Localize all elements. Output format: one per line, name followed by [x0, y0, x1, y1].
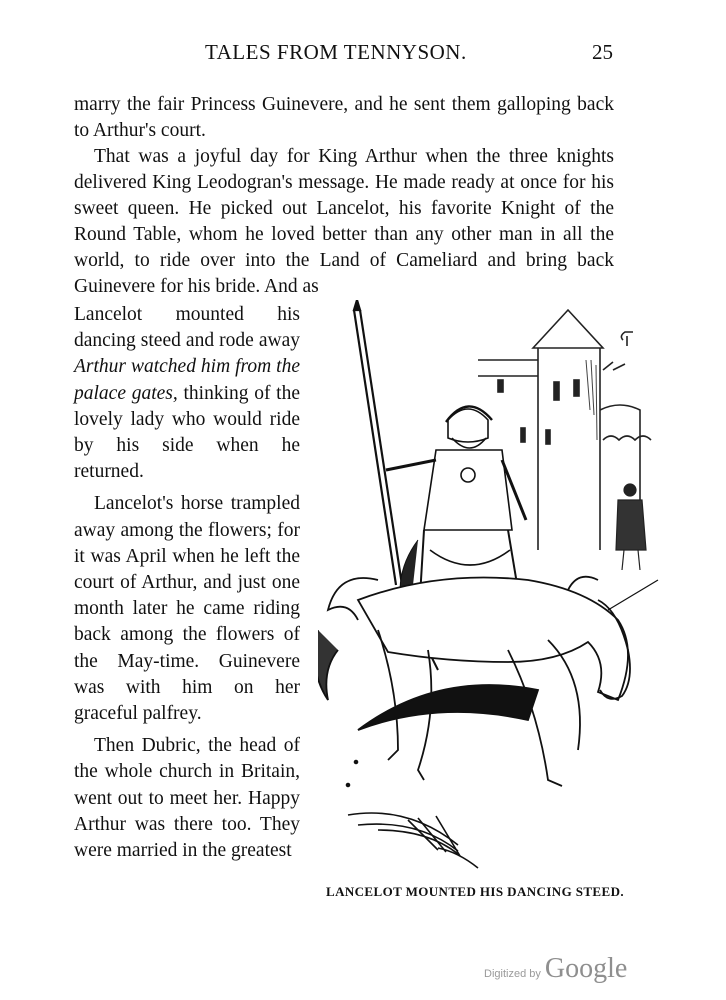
ground-scribbles: [347, 761, 479, 869]
paragraph-2: That was a joyful day for King Arthur when the three knights delivered King Leodogran's message. He made ready at once for his sweet queen. He picked out Lancelot, his favorite Knight of the Round Table, whom he loved better than any other man in all the world, to ride over into the Land of Cameliard and bring back Guinevere for his bride. And as: [74, 146, 614, 297]
narrow-column-text: [74, 302, 300, 870]
paragraph-2-italic: Arthur watched him from the palace gates,: [74, 356, 300, 404]
watermark-prefix: Digitized by: [484, 968, 541, 980]
paragraph-2-cont-b: thinking of the lovely lady who would ride by his side when he returned.: [74, 382, 301, 483]
paragraph-2-cont-a: Lancelot mounted his dancing steed and rode away: [74, 304, 300, 352]
page-number: 25: [592, 40, 613, 64]
page-header: [0, 40, 726, 70]
standing-figure: [616, 484, 646, 570]
paragraph-3: Lancelot's horse trampled away among the flowers; for it was April when he left the court of Arthur, and just one month later he came riding back among the flowers of the May-time. Guinevere was with him on her graceful palfrey.: [74, 493, 300, 725]
paragraph-4: Then Dubric, the head of the whole church in Britain, went out to meet her. Happy Arthur was there too. They were married in the greatest: [74, 735, 300, 862]
paragraph-1: marry the fair Princess Guinevere, and he sent them galloping back to Arthur's court.: [74, 94, 614, 141]
lancelot-illustration: [318, 300, 668, 880]
lance: [354, 300, 402, 585]
horse: [318, 577, 658, 786]
full-width-text: [74, 92, 614, 300]
google-logo: Google: [544, 953, 628, 984]
illustration-caption: LANCELOT MOUNTED HIS DANCING STEED.: [326, 884, 625, 899]
running-title: TALES FROM TENNYSON.: [205, 40, 467, 64]
paragraph-2-continued: [74, 302, 300, 485]
digitized-by-watermark: [484, 953, 627, 985]
